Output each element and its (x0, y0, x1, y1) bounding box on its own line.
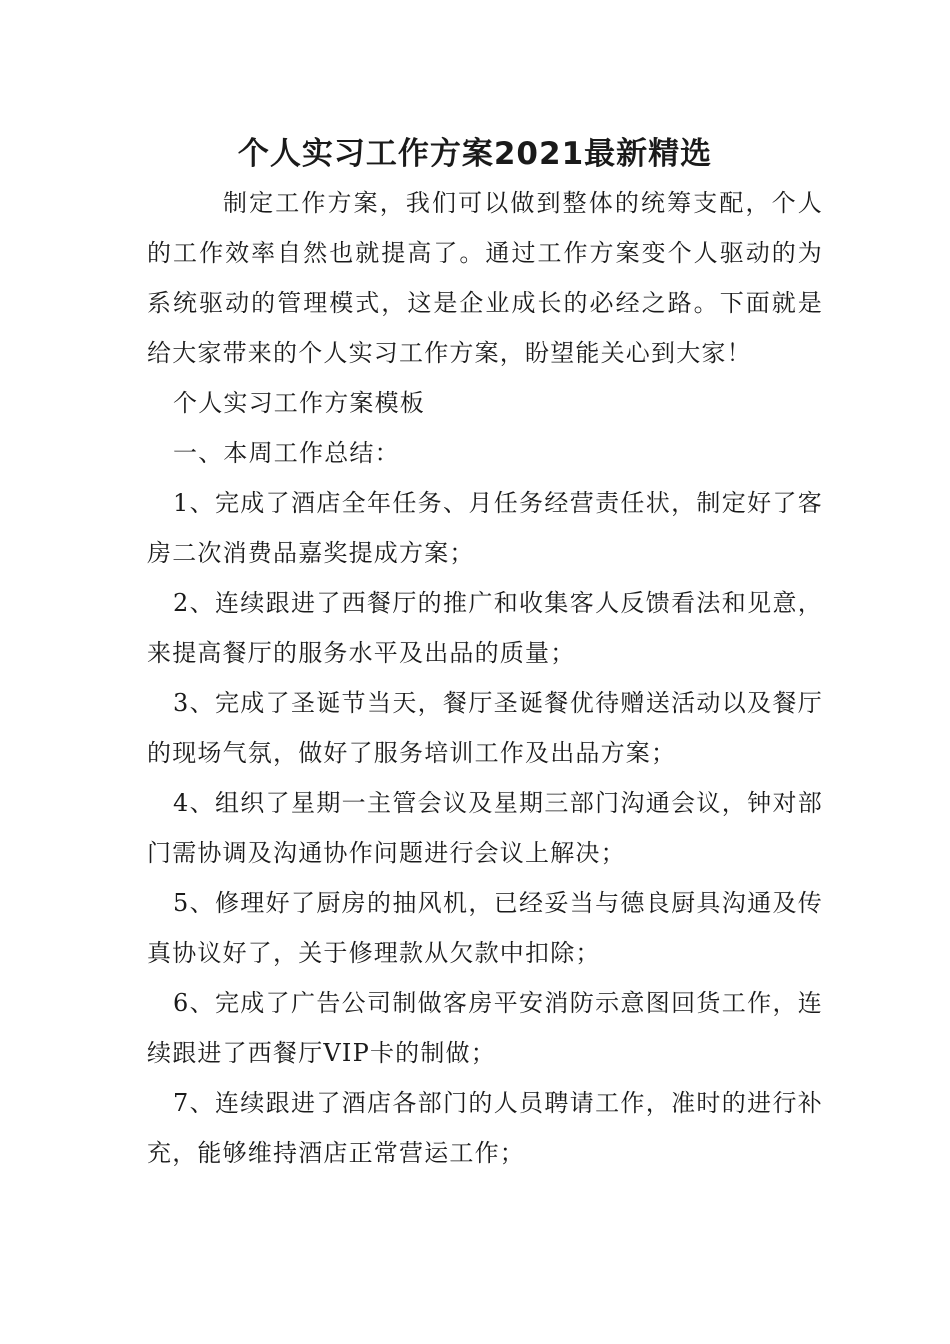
list-item: 5、修理好了厨房的抽风机，已经妥当与德良厨具沟通及传真协议好了，关于修理款从欠款中扣除； (147, 889, 823, 967)
list-item: 7、连续跟进了酒店各部门的人员聘请工作，准时的进行补充，能够维持酒店正常营运工作； (147, 1089, 823, 1167)
section-heading: 一、本周工作总结： (173, 439, 400, 467)
document-body (147, 178, 823, 1178)
list-item: 1、完成了酒店全年任务、月任务经营责任状，制定好了客房二次消费品嘉奖提成方案； (147, 489, 823, 567)
intro-paragraph: 制定工作方案，我们可以做到整体的统筹支配，个人的工作效率自然也就提高了。通过工作方案变个人驱动的为系统驱动的管理模式，这是企业成长的必经之路。下面就是给大家带来的个人实习工作方案，盼望能关心到大家！ (147, 189, 823, 367)
section-title: 个人实习工作方案模板 (173, 389, 425, 417)
list-item: 3、完成了圣诞节当天，餐厅圣诞餐优待赠送活动以及餐厅的现场气氛，做好了服务培训工作及出品方案； (147, 689, 823, 767)
list-item: 4、组织了星期一主管会议及星期三部门沟通会议，钟对部门需协调及沟通协作问题进行会议上解决； (147, 789, 823, 867)
list-item: 2、连续跟进了西餐厅的推广和收集客人反馈看法和见意，来提高餐厅的服务水平及出品的质量； (147, 589, 823, 667)
document-title: 个人实习工作方案2021最新精选 (237, 136, 713, 172)
list-item: 6、完成了广告公司制做客房平安消防示意图回货工作，连续跟进了西餐厅VIP卡的制做； (147, 989, 823, 1067)
